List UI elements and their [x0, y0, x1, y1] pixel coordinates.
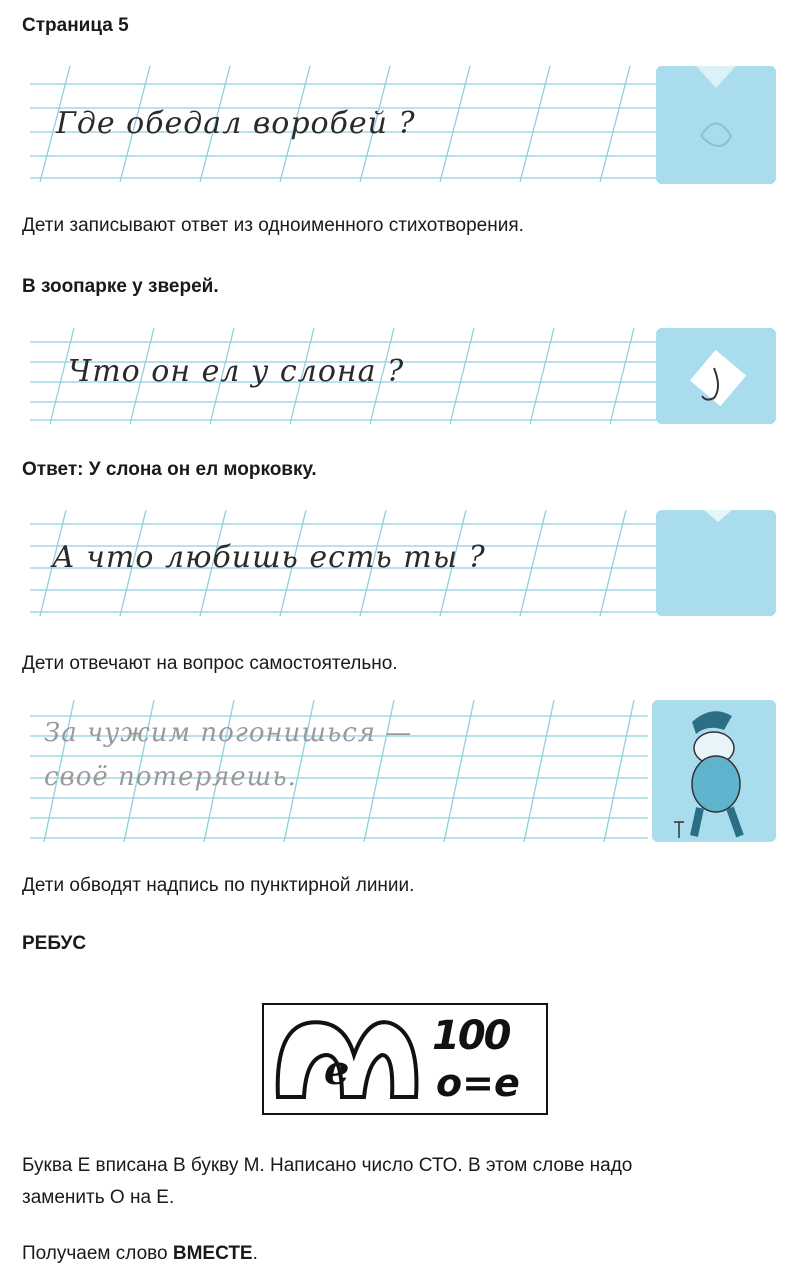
cursive-question-3: А что любишь есть ты ?	[52, 540, 486, 575]
gnome-illustration-icon	[652, 700, 776, 842]
result-line	[22, 1240, 258, 1268]
rebus-letter: е	[324, 1047, 350, 1094]
note-1: Дети записывают ответ из одноименного стихотворения.	[22, 215, 524, 236]
rebus-heading: РЕБУС	[22, 933, 87, 954]
copybook-strip-4	[30, 700, 776, 842]
cursive-question-1: Где обедал воробей ?	[56, 106, 416, 141]
result-suffix: .	[252, 1243, 258, 1264]
dotted-proverb-line-1: За чужим погонишься —	[44, 718, 413, 748]
explanation	[22, 1150, 632, 1214]
side-card-1	[656, 66, 776, 184]
result-prefix: Получаем слово	[22, 1243, 173, 1264]
answer-2: Ответ: У слона он ел морковку.	[22, 459, 317, 480]
explanation-line-1: Буква Е вписана В букву М. Написано число СТО. В этом слове надо	[22, 1155, 633, 1176]
rebus-number: 100	[432, 1013, 510, 1059]
note-card-icon	[656, 328, 776, 424]
result-word: ВМЕСТЕ	[172, 1243, 253, 1264]
page-title: Страница 5	[22, 15, 129, 36]
note-3: Дети отвечают на вопрос самостоятельно.	[22, 653, 398, 674]
explanation-line-2: заменить О на Е.	[22, 1187, 175, 1208]
rebus-picture	[262, 1003, 548, 1115]
copybook-strip-3	[30, 510, 776, 616]
note-4: Дети обводят надпись по пунктирной линии.	[22, 875, 415, 896]
answer-1: В зоопарке у зверей.	[22, 276, 219, 297]
copybook-strip-1	[30, 66, 776, 184]
pocket-icon	[656, 66, 776, 184]
side-card-2	[656, 328, 776, 424]
cursive-question-2: Что он ел у слона ?	[68, 354, 405, 389]
side-card-3	[656, 510, 776, 616]
dotted-proverb-line-2: своё потеряешь.	[44, 762, 297, 792]
side-card-4	[652, 700, 776, 842]
pocket-icon	[656, 510, 776, 616]
rebus-equation: о=е	[436, 1061, 520, 1105]
copybook-strip-2	[30, 328, 776, 424]
